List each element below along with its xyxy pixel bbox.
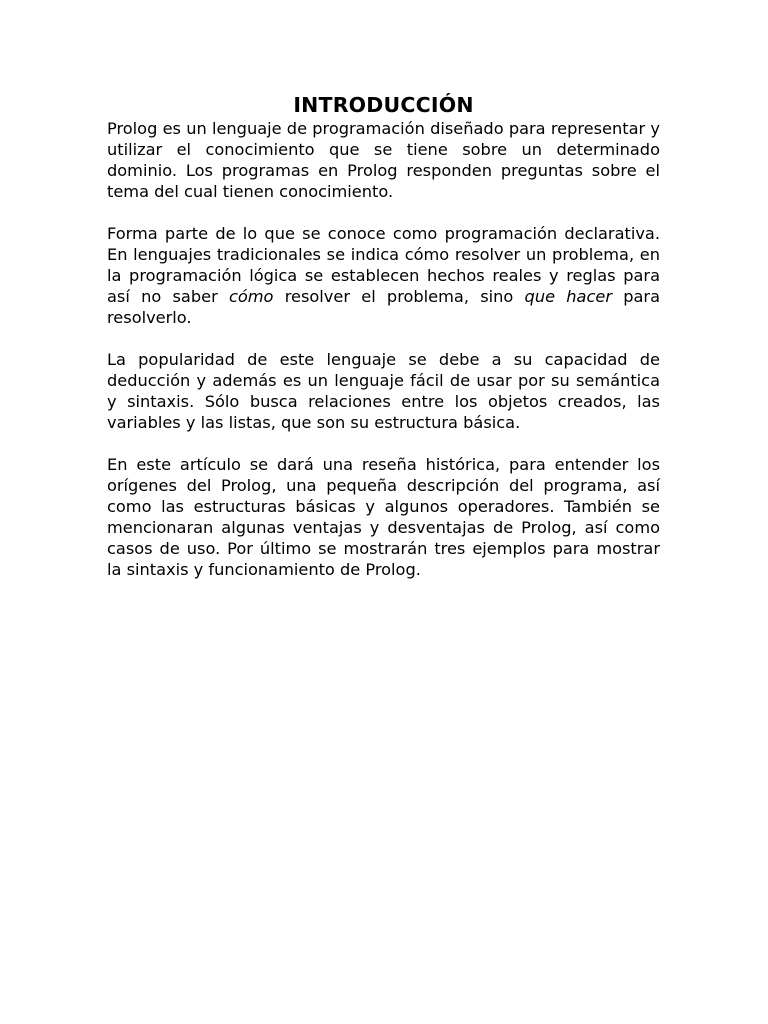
paragraph-2-text-part-3: para resolverlo. <box>107 287 660 327</box>
paragraph-3 <box>107 349 660 433</box>
document-title: INTRODUCCIÓN <box>293 93 474 117</box>
paragraph-2-italic-que-hacer: que hacer <box>524 287 612 306</box>
paragraph-2-text-part-1: Forma parte de lo que se conoce como programación declarativa. En lenguajes tradicionales se indica cómo resolver un problema, en la programación lógica se establecen hechos reales y reglas para así no saber <box>107 224 660 306</box>
paragraph-4-text: En este artículo se dará una reseña histórica, para entender los orígenes del Prolog, una pequeña descripción del programa, así como las estructuras básicas y algunos operadores. También se mencionaran algunas ventajas y desventajas de Prolog, así como casos de uso. Por último se mostrarán tres ejemplos para mostrar la sintaxis y funcionamiento de Prolog. <box>107 455 660 579</box>
paragraph-1 <box>107 118 660 202</box>
paragraph-2-text-part-2: resolver el problema, sino <box>273 287 525 306</box>
document-body <box>107 92 660 601</box>
paragraph-2 <box>107 223 660 328</box>
paragraph-1-text: Prolog es un lenguaje de programación diseñado para representar y utilizar el conocimiento que se tiene sobre un determinado dominio. Los programas en Prolog responden preguntas sobre el tema del cual tienen conocimiento. <box>107 119 660 201</box>
paragraph-2-italic-como: cómo <box>228 287 274 306</box>
paragraph-3-text: La popularidad de este lenguaje se debe a su capacidad de deducción y además es un lenguaje fácil de usar por su semántica y sintaxis. Sólo busca relaciones entre los objetos creados, las variables y las listas, que son su estructura básica. <box>107 350 660 432</box>
paragraph-4 <box>107 454 660 580</box>
